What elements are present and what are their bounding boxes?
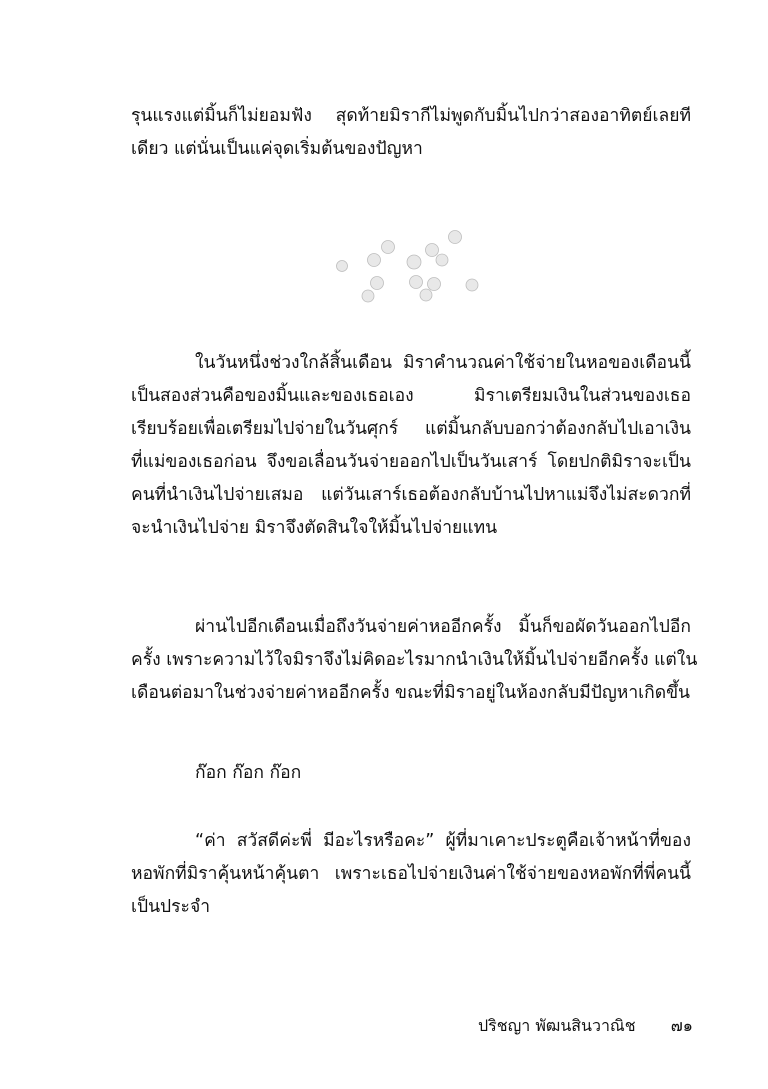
text-line: ในวันหนึ่งช่วงใกล้สิ้นเดือน มิราคำนวณค่าใช้จ่ายในหอของเดือนนี้ (195, 353, 691, 373)
text-line: จะนำเงินไปจ่าย มิราจึงตัดสินใจให้มิ้นไปจ่ายแทน (131, 518, 498, 538)
text-line: ก๊อก ก๊อก ก๊อก (195, 763, 302, 783)
text-line: เป็นสองส่วนคือของมิ้นและของเธอเอง มิราเตรียมเงินในส่วนของเธอ (131, 386, 691, 406)
paragraph-1 (131, 347, 691, 545)
text-line: เดียว แต่นั่นเป็นแค่จุดเริ่มต้นของปัญหา (131, 139, 423, 159)
text-line: เรียบร้อยเพื่อเตรียมไปจ่ายในวันศุกร์ แต่มิ้นกลับบอกว่าต้องกลับไปเอาเงิน (131, 419, 691, 439)
page-number: ๗๑ (670, 1016, 693, 1035)
author-name: ปริชญา พัฒนสินวาณิช (478, 1016, 636, 1035)
page-footer (478, 1014, 708, 1038)
text-line: เดือนต่อมาในช่วงจ่ายค่าหออีกครั้ง ขณะที่มิราอยู่ในห้องกลับมีปัญหาเกิดขึ้น (131, 683, 691, 703)
scattered-dots-ornament-icon (330, 222, 490, 312)
text-line: เป็นประจำ (131, 897, 211, 917)
text-line: ผ่านไปอีกเดือนเมื่อถึงวันจ่ายค่าหออีกครั้ง มิ้นก็ขอผัดวันออกไปอีก (195, 617, 691, 637)
text-line: “ค่า สวัสดีค่ะพี่ มีอะไรหรือคะ” ผู้ที่มาเคาะประตูคือเจ้าหน้าที่ของ (195, 831, 691, 851)
text-line: คนที่นำเงินไปจ่ายเสมอ แต่วันเสาร์เธอต้องกลับบ้านไปหาแม่จึงไม่สะดวกที่ (131, 485, 691, 505)
text-line: หอพักที่มิราคุ้นหน้าคุ้นตา เพราะเธอไปจ่ายเงินค่าใช้จ่ายของหอพักที่พี่คนนี้ (131, 864, 691, 884)
paragraph-continuation (131, 100, 691, 166)
text-line: ครั้ง เพราะความไว้ใจมิราจึงไม่คิดอะไรมากนำเงินให้มิ้นไปจ่ายอีกครั้ง แต่ใน (131, 650, 698, 670)
paragraph-dialogue (131, 825, 691, 924)
text-line: ที่แม่ของเธอก่อน จึงขอเลื่อนวันจ่ายออกไปเป็นวันเสาร์ โดยปกติมิราจะเป็น (131, 452, 691, 472)
text-line: รุนแรงแต่มิ้นก็ไม่ยอมฟัง สุดท้ายมิรากีไม่พูดกับมิ้นไปกว่าสองอาทิตย์เลยที (131, 106, 691, 126)
paragraph-knock (131, 757, 691, 790)
paragraph-2 (131, 611, 698, 710)
